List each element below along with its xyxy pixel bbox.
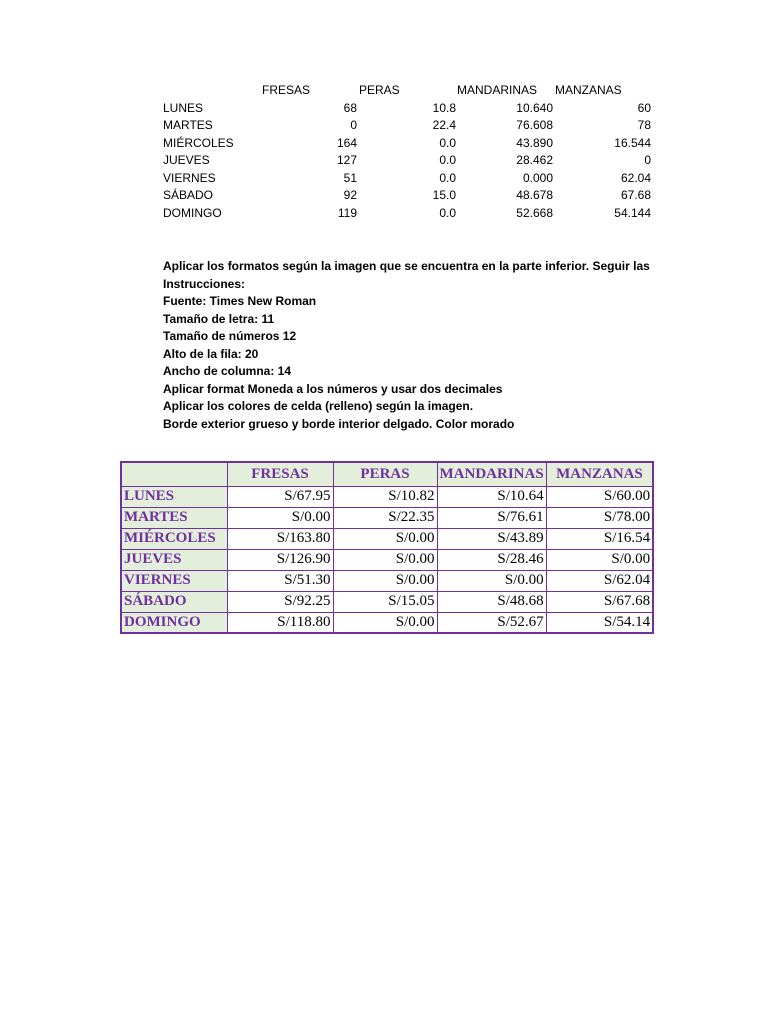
formatted-table	[120, 461, 654, 634]
formatted-cell-value: S/78.00	[546, 507, 653, 528]
formatted-table-row	[121, 528, 653, 549]
formatted-cell-value: S/10.82	[333, 486, 437, 507]
header-corner-cell	[121, 462, 227, 486]
formatted-day-label: JUEVES	[121, 549, 227, 570]
formatted-cell-value: S/0.00	[333, 612, 437, 633]
formatted-cell-value: S/92.25	[227, 591, 333, 612]
plain-cell-value: 22.4	[432, 118, 456, 132]
plain-cell-value: 48.678	[516, 188, 553, 202]
instruction-line: Aplicar format Moneda a los números y usar dos decimales	[163, 381, 503, 396]
formatted-cell-value: S/67.68	[546, 591, 653, 612]
formatted-day-label: LUNES	[121, 486, 227, 507]
plain-cell-value: 54.144	[614, 205, 651, 220]
formatted-table-row	[121, 486, 653, 507]
formatted-cell-value: S/10.64	[437, 486, 546, 507]
formatted-day-label: MIÉRCOLES	[121, 528, 227, 549]
formatted-cell-value: S/67.95	[227, 486, 333, 507]
plain-cell-value: 0.0	[439, 170, 456, 185]
formatted-day-label: VIERNES	[121, 570, 227, 591]
formatted-cell-value: S/0.00	[546, 549, 653, 570]
formatted-cell-value: S/28.46	[437, 549, 546, 570]
header-mandarinas: MANDARINAS	[437, 462, 546, 486]
instruction-line: Aplicar los colores de celda (relleno) según la imagen.	[163, 399, 474, 413]
plain-cell-value: 127	[336, 153, 357, 167]
instruction-line: Aplicar los formatos según la imagen que se encuentra en la parte inferior. Seguir las	[163, 259, 650, 273]
plain-cell-value: 62.04	[620, 170, 651, 185]
plain-cell-value: 15.0	[432, 188, 456, 202]
plain-day-label: LUNES	[163, 100, 204, 115]
formatted-cell-value: S/51.30	[227, 570, 333, 591]
formatted-cell-value: S/48.68	[437, 591, 546, 612]
formatted-cell-value: S/22.35	[333, 507, 437, 528]
plain-cell-value: 0.0	[439, 205, 456, 220]
formatted-cell-value: S/0.00	[437, 570, 546, 591]
plain-cell-value: 67.68	[620, 188, 651, 202]
plain-header-peras: PERAS	[359, 83, 400, 97]
formatted-cell-value: S/76.61	[437, 507, 546, 528]
formatted-cell-value: S/62.04	[546, 570, 653, 591]
plain-cell-value: 52.668	[516, 205, 553, 220]
formatted-cell-value: S/0.00	[333, 570, 437, 591]
plain-cell-value: 0	[350, 118, 357, 132]
header-manzanas: MANZANAS	[546, 462, 653, 486]
formatted-day-label: MARTES	[121, 507, 227, 528]
header-peras: PERAS	[333, 462, 437, 486]
formatted-cell-value: S/15.05	[333, 591, 437, 612]
plain-cell-value: 78	[637, 118, 651, 132]
instruction-line: Tamaño de letra: 11	[163, 311, 275, 326]
plain-cell-value: 0	[644, 153, 651, 167]
plain-cell-value: 43.890	[516, 135, 553, 150]
plain-cell-value: 10.8	[432, 100, 456, 115]
plain-cell-value: 60	[637, 100, 651, 115]
plain-cell-value: 164	[336, 135, 357, 150]
instruction-line: Alto de la fila: 20	[163, 346, 259, 361]
formatted-cell-value: S/0.00	[333, 528, 437, 549]
formatted-cell-value: S/52.67	[437, 612, 546, 633]
formatted-cell-value: S/60.00	[546, 486, 653, 507]
formatted-cell-value: S/118.80	[227, 612, 333, 633]
formatted-day-label: SÁBADO	[121, 591, 227, 612]
formatted-cell-value: S/16.54	[546, 528, 653, 549]
plain-cell-value: 0.0	[439, 153, 456, 167]
formatted-table-row	[121, 570, 653, 591]
plain-cell-value: 0.000	[522, 170, 553, 185]
instruction-line: Fuente: Times New Roman	[163, 294, 317, 308]
plain-cell-value: 51	[343, 170, 357, 185]
plain-header-manzanas: MANZANAS	[555, 83, 622, 97]
formatted-cell-value: S/126.90	[227, 549, 333, 570]
formatted-table-row	[121, 591, 653, 612]
formatted-cell-value: S/0.00	[227, 507, 333, 528]
instructions-block	[163, 258, 683, 433]
plain-cell-value: 10.640	[516, 100, 553, 115]
formatted-table-row	[121, 612, 653, 633]
formatted-header-row	[121, 462, 653, 486]
plain-day-label: DOMINGO	[163, 205, 222, 220]
plain-cell-value: 76.608	[516, 118, 553, 132]
plain-day-label: MIÉRCOLES	[163, 135, 234, 150]
plain-cell-value: 28.462	[516, 153, 553, 167]
instruction-line: Ancho de columna: 14	[163, 364, 292, 378]
formatted-cell-value: S/0.00	[333, 549, 437, 570]
instruction-line: Tamaño de números 12	[163, 329, 297, 343]
header-fresas: FRESAS	[227, 462, 333, 486]
plain-cell-value: 119	[337, 205, 357, 220]
plain-cell-value: 68	[343, 100, 357, 115]
plain-header-fresas: FRESAS	[262, 83, 311, 97]
formatted-table-row	[121, 549, 653, 570]
plain-header-mandarinas: MANDARINAS	[457, 83, 538, 97]
plain-day-label: JUEVES	[163, 153, 210, 167]
formatted-table-row	[121, 507, 653, 528]
plain-cell-value: 0.0	[439, 135, 456, 150]
formatted-day-label: DOMINGO	[121, 612, 227, 633]
formatted-cell-value: S/163.80	[227, 528, 333, 549]
formatted-cell-value: S/43.89	[437, 528, 546, 549]
plain-day-label: MARTES	[163, 118, 213, 132]
formatted-cell-value: S/54.14	[546, 612, 653, 633]
plain-day-label: SÁBADO	[163, 188, 214, 202]
plain-day-label: VIERNES	[163, 170, 216, 185]
instruction-line: Borde exterior grueso y borde interior delgado. Color morado	[163, 416, 515, 431]
instruction-line: Instrucciones:	[163, 276, 246, 291]
plain-cell-value: 92	[343, 188, 357, 202]
plain-cell-value: 16.544	[614, 135, 651, 150]
